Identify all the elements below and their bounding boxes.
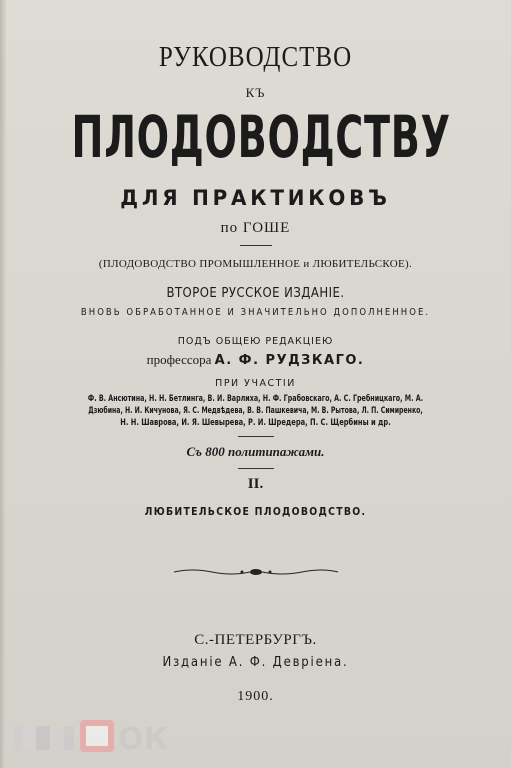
volume-title: ЛЮБИТЕЛЬСКОЕ ПЛОДОВОДСТВО.: [144, 505, 367, 518]
edition-note: ВНОВЬ ОБРАБОТАННОЕ И ЗНАЧИТЕЛЬНО ДОПОЛНЕННОЕ.: [80, 307, 431, 318]
divider-rule: [238, 468, 274, 469]
editorship-label: ПОДЪ ОБЩЕЮ РЕДАКЦІЕЮ: [177, 336, 334, 347]
svg-text:ОК: ОК: [118, 722, 169, 754]
edition: ВТОРОЕ РУССКОЕ ИЗДАНІЕ.: [166, 286, 345, 301]
title-line-1: РУКОВОДСТВО: [158, 41, 353, 73]
divider-rule: [238, 436, 274, 437]
volume-number: II.: [247, 476, 264, 492]
contributors-line-3: Н. Н. Шаврова, И. Я. Шевырева, Р. И. Шредера, П. С. Щербины и др.: [120, 418, 391, 428]
illustrations-note: Съ 800 политипажами.: [186, 444, 325, 459]
ornament-divider: [172, 566, 340, 578]
subtitle: (ПЛОДОВОДСТВО ПРОМЫШЛЕННОЕ и ЛЮБИТЕЛЬСКОЕ).: [98, 258, 413, 270]
editor-prefix: профессора: [146, 352, 212, 367]
title-line-4: ДЛЯ ПРАКТИКОВЪ: [120, 186, 391, 210]
contributors-line-2: Дзюбина, Н. И. Кичунова, Я. С. Медвѣдева, В. В. Пашкевича, М. В. Рытова, Л. П. Симиренко,: [88, 406, 423, 416]
author-line: по ГОШЕ: [220, 220, 291, 236]
city: С.-ПЕТЕРБУРГЪ.: [194, 632, 317, 648]
participation-label: ПРИ УЧАСТІИ: [215, 378, 296, 389]
editor-line: [0, 352, 511, 368]
contributors-line-1: Ф. В. Ансютина, Н. Н. Бетлинга, В. И. Варлиха, Н. Ф. Грабовскаго, А. С. Гребницкаго, М. А.: [87, 394, 424, 404]
divider-rule: [240, 245, 272, 246]
main-title: ПЛОДОВОДСТВУ: [71, 104, 451, 172]
title-line-2: КЪ: [245, 85, 266, 100]
watermark-logo: [14, 718, 184, 754]
year: 1900.: [237, 689, 274, 704]
editor-name: А. Ф. РУДЗКАГО.: [214, 353, 365, 368]
publisher: Изданіе А. Ф. Девріена.: [162, 655, 349, 670]
